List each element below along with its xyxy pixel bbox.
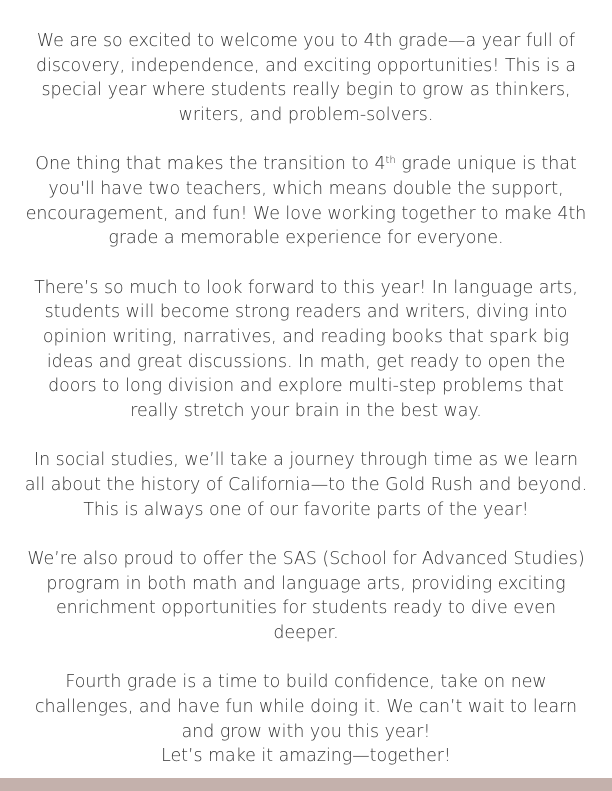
- paragraph-social-studies: In social studies, we’ll take a journey through time as we learn all about the history of California—to the Gold Rush and beyond. This is always one of our favorite parts of the year!: [24, 450, 588, 520]
- paragraph-closing: [22, 670, 590, 769]
- closing-line: Let’s make it amazing—together!: [161, 746, 451, 767]
- ordinal-superscript: th: [385, 155, 396, 167]
- welcome-letter-body: [22, 29, 590, 769]
- paragraph-two-teachers: [22, 152, 590, 251]
- closing-text: Fourth grade is a time to build confidence, take on new challenges, and have fun while doing it. We can’t wait to learn and grow with you this year!: [35, 672, 577, 742]
- paragraph-two-teachers-start: One thing that makes the transition to 4: [35, 154, 386, 175]
- paragraph-curriculum: There’s so much to look forward to this year! In language arts, students will become strong readers and writers, diving into opinion writing, narratives, and reading books that spark big ideas and great discussions. In math, get ready to open the doors to long division and explore multi-step problems that really stretch your brain in the best way.: [34, 277, 578, 422]
- paragraph-two-teachers-end: grade unique is that you'll have two teachers, which means double the support, encouragement, and fun! We love working together to make 4th grade a memorable experience for everyone.: [25, 154, 587, 249]
- bottom-decorative-band: [0, 778, 612, 791]
- paragraph-sas-program: We’re also proud to offer the SAS (School for Advanced Studies) program in both math and language arts, providing exciting enrichment opportunities for students ready to dive even deeper.: [27, 548, 585, 644]
- paragraph-welcome: We are so excited to welcome you to 4th grade—a year full of discovery, independence, and exciting opportunities! This is a special year where students really begin to grow as thinkers, writers, and problem-solvers.: [36, 31, 576, 126]
